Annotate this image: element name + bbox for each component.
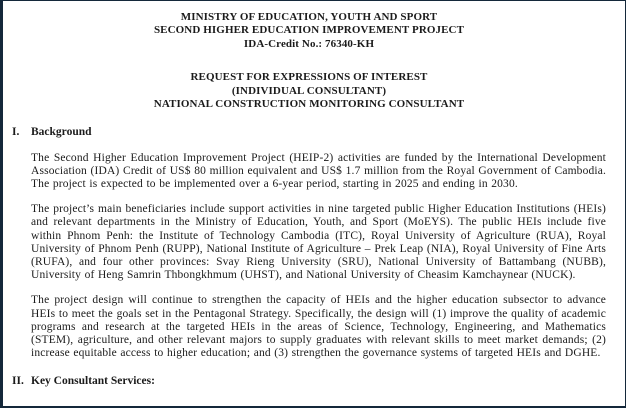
title-line-consultant-type: (INDIVIDUAL CONSULTANT) [231, 84, 387, 97]
letterhead-line-credit-no: IDA-Credit No.: 76340-KH [243, 37, 375, 50]
background-paragraph-design: The project design will continue to strengthen the capacity of HEIs and the higher education subsector to advance HEIs to meet the goals set in the Pentagonal Strategy. Specifically, the design will (1) improve the quality of academic programs and research at the targeted HEIs in the areas of Science, Technology, Engineering, and Mathematics (STEM), agriculture, and other relevant majors to supply graduates with relevant skills to meet market demands; (2) increase equitable access to higher education; and (3) strengthen the governance systems of targeted HEIs and DGHE. [31, 294, 606, 360]
section-heading-background [12, 126, 606, 139]
section-title: Key Consultant Services: [31, 375, 155, 388]
title-line-position: NATIONAL CONSTRUCTION MONITORING CONSULTANT [153, 98, 465, 111]
letterhead-line-ministry: MINISTRY OF EDUCATION, YOUTH AND SPORT [180, 11, 438, 23]
background-paragraph-funding: The Second Higher Education Improvement Project (HEIP-2) activities are funded by the International Development Association (IDA) Credit of US$ 80 million equivalent and US$ 1.7 million from the Royal Government of Cambodia. The project is expected to be implemented over a 6-year period, starting in 2025 and ending in 2030. [31, 151, 606, 191]
section-title: Background [31, 126, 92, 139]
letterhead-line-project: SECOND HIGHER EDUCATION IMPROVEMENT PROJECT [153, 24, 465, 37]
background-paragraph-beneficiaries: The project’s main beneficiaries include support activities in nine targeted public Higher Education Institutions (HEIs) and relevant departments in the Ministry of Education, Youth, and Sport (MoEYS). The public HEIs include five within Phnom Penh: the Institute of Technology Cambodia (ITC), Royal University of Agriculture (RUA), Royal University of Phnom Penh (RUPP), National Institute of Agriculture – Prek Leap (NIA), Royal University of Fine Arts (RUFA), and four other provinces: Svay Rieng University (SRU), National University of Battambang (NUBB), University of Heng Samrin Thbongkhmum (UHST), and National University of Cheasim Kamchaynear (NUCK). [31, 203, 606, 282]
title-line-request: REQUEST FOR EXPRESSIONS OF INTEREST [190, 71, 428, 84]
document-title-block [12, 71, 606, 111]
section-number: I. [12, 126, 20, 139]
letterhead [12, 11, 606, 51]
section-heading-key-consultant-services [12, 375, 606, 388]
section-number: II. [12, 375, 24, 388]
document-page [3, 1, 625, 406]
